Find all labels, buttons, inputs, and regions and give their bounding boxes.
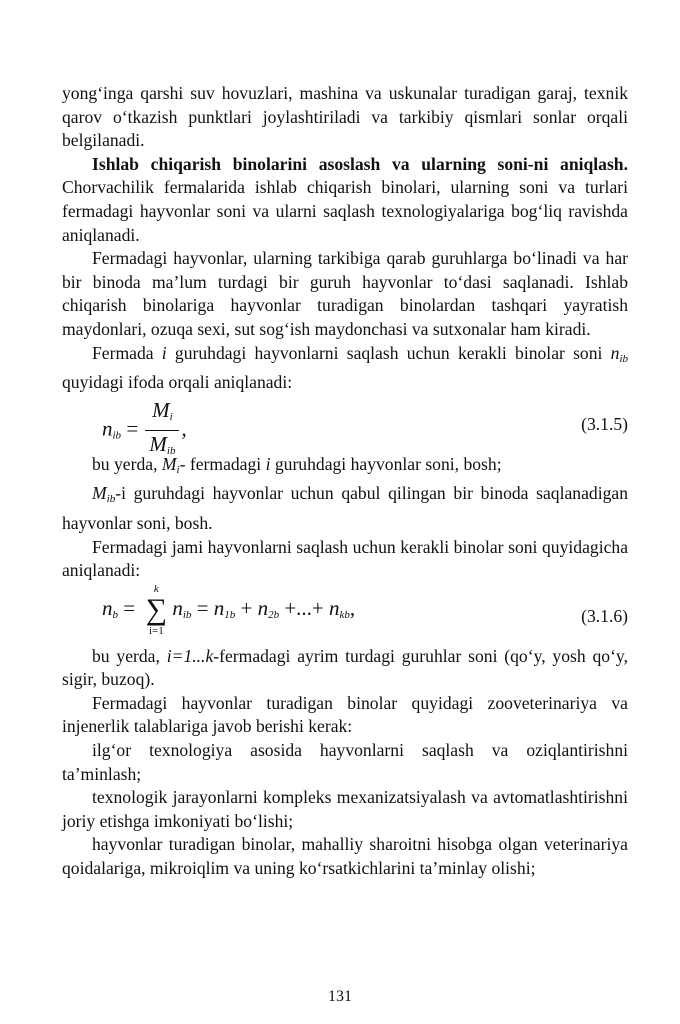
formula2-lhs: n <box>102 595 113 620</box>
paragraph-requirements <box>62 692 628 739</box>
formula2-plus: + <box>240 595 253 620</box>
variable-n-ib <box>611 343 628 363</box>
paragraph-intro <box>62 82 628 153</box>
paragraph-total <box>62 536 628 583</box>
formula2-term: n <box>172 595 183 620</box>
paragraph-where-2 <box>62 482 628 535</box>
formula2-t3: n <box>329 595 340 620</box>
page-body <box>62 82 628 881</box>
requirement-item-3 <box>62 833 628 880</box>
where3-part-c: -fermadagi ayrim turdagi guruhlar soni (qo‘y, yosh qo‘y, sigir, buzoq). <box>62 645 628 690</box>
paragraph-intro-text: yong‘inga qarshi suv hovuzlari, mashina va uskunalar turadigan garaj, texnik qarov o‘tkazish punktlari joylashtiriladi va tarkibiy qismlari sonlar orqali belgilanadi. <box>62 83 628 151</box>
requirement-item-1 <box>62 739 628 786</box>
formula-3-1-5 <box>62 395 628 457</box>
formula2-t2-sub: 2b <box>268 608 280 621</box>
formula2-equals-1: = <box>123 595 136 620</box>
formula1-den-var: M <box>149 431 167 456</box>
formula-3-1-5-expression <box>102 397 187 464</box>
summation-lower-limit: i=1 <box>148 624 164 637</box>
formula1-numerator <box>145 397 179 431</box>
variable-n-sub: ib <box>619 352 629 365</box>
paragraph-groups <box>62 247 628 341</box>
section-heading: Ishlab chiqarish binolarini asoslash va ularning soni-ni aniqlash. <box>92 153 628 174</box>
formula-intro-part-a: Fermada <box>92 342 162 363</box>
summation-upper-limit: k <box>153 582 159 595</box>
formula2-t3-sub: kb <box>339 608 350 621</box>
sigma-icon: ∑ <box>145 592 168 626</box>
formula1-comma: , <box>181 416 187 441</box>
variable-i-range: i=1...k <box>166 645 214 666</box>
where1-part-a: bu yerda, <box>92 453 162 474</box>
formula2-dots: +...+ <box>284 595 324 620</box>
where3-part-a: bu yerda, <box>92 645 167 666</box>
requirement-item-3-text: hayvonlar turadigan binolar, mahalliy sharoitni hisobga olgan veterinariya qoidalariga, mikroiqlim va uning ko‘rsatkichlarini ta’minlay olishi; <box>62 834 628 879</box>
variable-M-ib-sub: ib <box>106 493 116 506</box>
requirement-item-2-text: texnologik jarayonlarni kompleks mexanizatsiyalash va avtomatlashtirishni joriy etishga imkoniyati bo‘lishi; <box>62 787 628 831</box>
formula1-lhs: n <box>102 416 113 441</box>
variable-n: n <box>610 342 620 363</box>
summation-symbol <box>143 583 169 637</box>
page-number: 131 <box>328 988 352 1005</box>
requirement-item-1-text: ilg‘or texnologiya asosida hayvonlarni saqlash va oziqlantirishni ta’minlash; <box>62 740 628 784</box>
paragraph-requirements-text: Fermadagi hayvonlar turadigan binolar quyidagi zooveterinariya va injenerlik talablariga javob berishi kerak: <box>62 692 628 737</box>
where2-text: -i guruhdagi hayvonlar uchun qabul qilingan bir binoda saqlanadigan hayvonlar soni, bosh. <box>62 483 628 533</box>
formula1-fraction <box>145 397 179 464</box>
formula2-lhs-sub: b <box>112 608 118 621</box>
formula2-term-sub: ib <box>182 608 192 621</box>
formula1-num-var: M <box>152 397 170 422</box>
variable-M-i-sub: i <box>176 463 180 476</box>
where1-part-c: guruhdagi hayvonlar soni, bosh; <box>270 453 502 474</box>
formula-3-1-6 <box>62 583 628 645</box>
formula2-t2: n <box>257 595 269 620</box>
equation-number-3-1-5: (3.1.5) <box>581 413 628 434</box>
formula2-comma: , <box>349 595 356 620</box>
formula2-t1: n <box>213 595 225 620</box>
formula1-equals: = <box>126 416 139 441</box>
variable-M-2: M <box>92 483 107 504</box>
variable-M: M <box>161 453 177 474</box>
variable-i-2: i <box>265 453 271 474</box>
formula-3-1-6-expression <box>102 583 355 637</box>
equation-number-3-1-6: (3.1.6) <box>581 605 628 626</box>
where1-part-b: - fermadagi <box>179 453 266 474</box>
paragraph-groups-text: Fermadagi hayvonlar, ularning tarkibiga qarab guruhlarga bo‘linadi va har bir binoda ma’lum turdagi bir guruh hayvonlar to‘dasi saqlanadi. Ishlab chiqarish binolariga hayvonlar turadigan binolardan tashqari yayratish maydonlari, ozuqa sexi, sut sog‘ish maydonchasi va sutxonalar ham kiradi. <box>62 248 628 339</box>
formula1-lhs-sub: ib <box>112 429 122 442</box>
variable-i: i <box>161 342 167 363</box>
paragraph-section-heading <box>62 153 628 247</box>
paragraph-formula-intro <box>62 342 628 395</box>
formula2-equals-2: = <box>196 595 209 620</box>
formula1-denominator <box>145 431 179 464</box>
formula2-t1-sub: 1b <box>224 608 236 621</box>
paragraph-where-3 <box>62 645 628 692</box>
variable-M-ib <box>92 483 116 506</box>
formula1-den-sub: ib <box>166 444 176 457</box>
formula1-num-sub: i <box>169 410 173 423</box>
formula-intro-part-c: quyidagi ifoda orqali aniqlanadi: <box>62 372 293 393</box>
paragraph-total-text: Fermadagi jami hayvonlarni saqlash uchun kerakli binolar soni quyidagicha aniqlanadi: <box>62 536 628 581</box>
requirement-item-2 <box>62 786 628 833</box>
section-heading-continuation: Chorvachilik fermalarida ishlab chiqarish binolari, ularning soni va turlari fermadagi hayvonlar soni va ularni saqlash texnologiyalariga bog‘liq ravishda aniqlanadi. <box>62 177 628 245</box>
formula-intro-part-b: guruhdagi hayvonlarni saqlash uchun kerakli binolar soni <box>166 342 611 363</box>
